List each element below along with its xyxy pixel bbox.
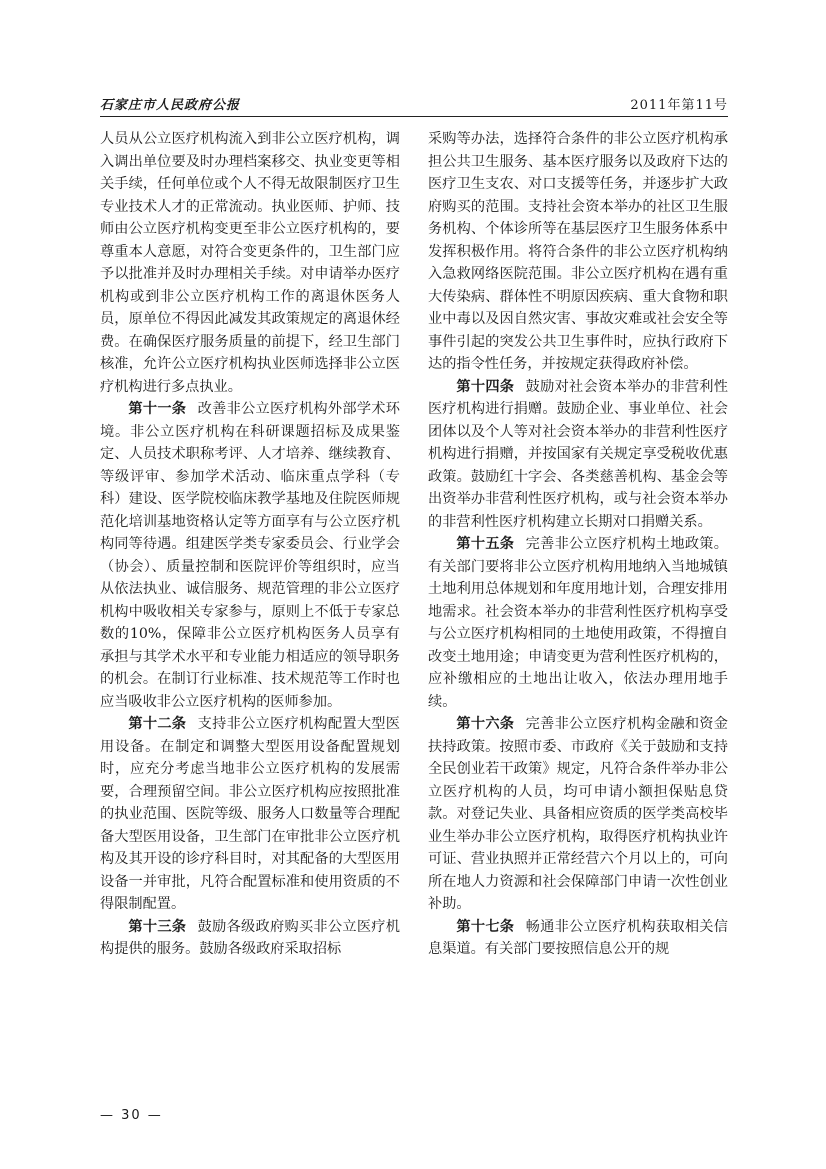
article-12 bbox=[100, 713, 400, 916]
continued-paragraph: 采购等办法，选择符合条件的非公立医疗机构承担公共卫生服务、基本医疗服务以及政府下达的医疗卫生支农、对口支援等任务，并逐步扩大政府购买的范围。支持社会资本举办的社区卫生服务机构、个体诊所等在基层医疗卫生服务体系中发挥积极作用。将符合条件的非公立医疗机构纳入急救网络医院范围。非公立医疗机构在遇有重大传染病、群体性不明原因疾病、重大食物和职业中毒以及因自然灾害、事故灾难或社会安全等事件引起的突发公共卫生事件时，应执行政府下达的指令性任务，并按规定获得政府补偿。 bbox=[428, 131, 728, 372]
page-number: — 30 — bbox=[100, 1108, 163, 1123]
issue-number: 2011年第11号 bbox=[630, 98, 728, 113]
article-text: 改善非公立医疗机构外部学术环境。非公立医疗机构在科研课题招标及成果鉴定、人员技术职称考评、人才培养、继续教育、等级评审、参加学术活动、临床重点学科（专科）建设、医学院校临床教学基地及住院医师规范化培训基地资格认定等方面享有与公立医疗机构同等待遇。组建医学类专家委员会、行业学会（协会）、质量控制和医院评价等组织时，应当从依法执业、诚信服务、规范管理的非公立医疗机构中吸收相关专家参与，原则上不低于专家总数的10%，保障非公立医疗机构医务人员享有承担与其学术水平和专业能力相适应的领导职务的机会。在制订行业标准、技术规范等工作时也应当吸收非公立医疗机构的医师参加。 bbox=[100, 401, 400, 710]
header-divider bbox=[100, 116, 728, 117]
article-label: 第十二条 bbox=[128, 716, 187, 732]
article-text: 完善非公立医疗机构金融和资金扶持政策。按照市委、市政府《关于鼓励和支持全民创业若干政策》规定，凡符合条件举办非公立医疗机构的人员，均可申请小额担保贴息贷款。对登记失业、具备相应资质的医学类高校毕业生举办非公立医疗机构，取得医疗机构执业许可证、营业执照并正常经营六个月以上的，可向所在地人力资源和社会保障部门申请一次性创业补助。 bbox=[428, 716, 728, 912]
article-11 bbox=[100, 398, 400, 713]
article-text: 支持非公立医疗机构配置大型医用设备。在制定和调整大型医用设备配置规划时，应充分考虑当地非公立医疗机构的发展需要，合理预留空间。非公立医疗机构应按照批准的执业范围、医院等级、服务人口数量等合理配备大型医用设备，卫生部门在审批非公立医疗机构及其开设的诊疗科目时，对其配备的大型医用设备一并审批，凡符合配置标准和使用资质的不得限制配置。 bbox=[100, 716, 400, 912]
article-text: 鼓励对社会资本举办的非营利性医疗机构进行捐赠。鼓励企业、事业单位、社会团体以及个人等对社会资本举办的非营利性医疗机构进行捐赠，并按国家有关规定享受税收优惠政策。鼓励红十字会、各类慈善机构、基金会等出资举办非营利性医疗机构，或与社会资本举办的非营利性医疗机构建立长期对口捐赠关系。 bbox=[428, 378, 728, 530]
article-text: 鼓励各级政府购买非公立医疗机构提供的服务。鼓励各级政府采取招标 bbox=[100, 918, 400, 957]
article-label: 第十四条 bbox=[456, 378, 515, 395]
article-label: 第十五条 bbox=[456, 536, 515, 552]
continued-paragraph: 人员从公立医疗机构流入到非公立医疗机构，调入调出单位要及时办理档案移交、执业变更等相关手续，任何单位或个人不得无故限制医疗卫生专业技术人才的正常流动。执业医师、护师、技师由公立医疗机构变更至非公立医疗机构的，要尊重本人意愿，对符合变更条件的，卫生部门应予以批准并及时办理相关手续。对申请举办医疗机构或到非公立医疗机构工作的离退休医务人员，原单位不得因此减发其政策规定的离退休经费。在确保医疗服务质量的前提下，经卫生部门核准，允许公立医疗机构执业医师选择非公立医疗机构进行多点执业。 bbox=[100, 131, 400, 395]
article-17 bbox=[428, 916, 728, 961]
article-13 bbox=[100, 916, 400, 961]
article-label: 第十三条 bbox=[128, 918, 187, 935]
article-15 bbox=[428, 533, 728, 713]
article-label: 第十七条 bbox=[456, 918, 515, 935]
left-column bbox=[100, 128, 400, 961]
article-label: 第十一条 bbox=[128, 401, 187, 417]
right-column bbox=[428, 128, 728, 961]
article-text: 畅通非公立医疗机构获取相关信息渠道。有关部门要按照信息公开的规 bbox=[428, 918, 728, 957]
article-14 bbox=[428, 376, 728, 534]
article-16 bbox=[428, 713, 728, 916]
publication-title: 石家庄市人民政府公报 bbox=[100, 98, 241, 113]
article-text: 完善非公立医疗机构土地政策。有关部门要将非公立医疗机构用地纳入当地城镇土地利用总体规划和年度用地计划，合理安排用地需求。社会资本举办的非营利性医疗机构享受与公立医疗机构相同的土地使用政策，不得擅自改变土地用途；申请变更为营利性医疗机构的，应补缴相应的土地出让收入，依法办理用地手续。 bbox=[428, 536, 728, 710]
article-label: 第十六条 bbox=[456, 716, 515, 732]
page-header bbox=[100, 94, 728, 116]
